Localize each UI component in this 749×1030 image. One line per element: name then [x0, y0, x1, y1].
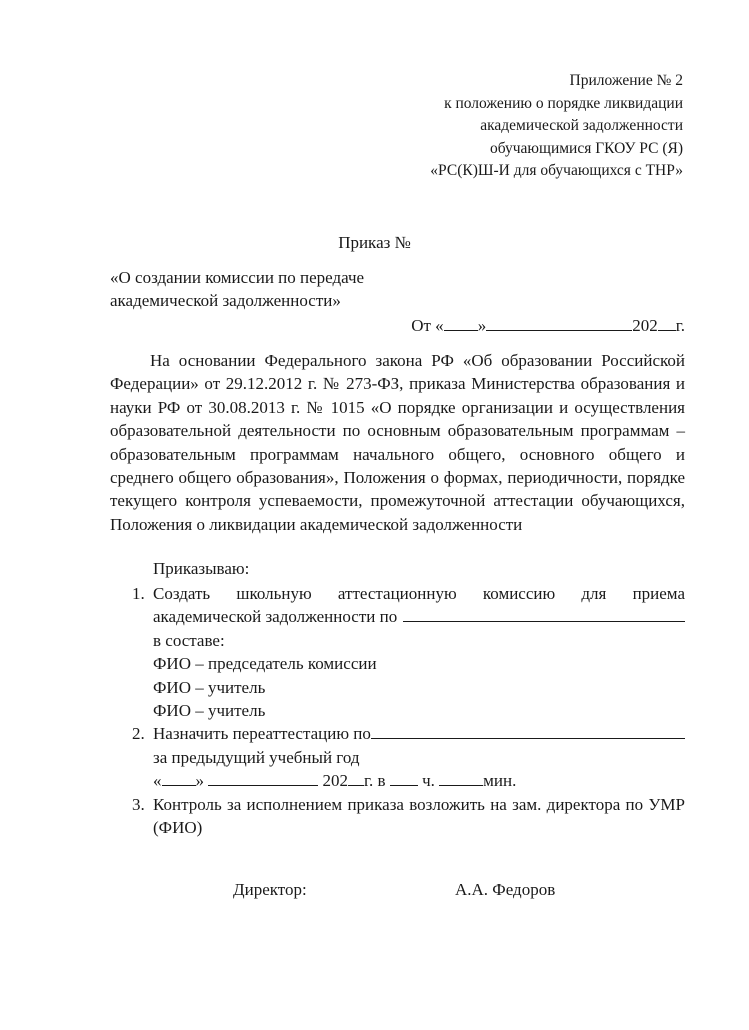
commission-member-2: ФИО – учитель [153, 677, 266, 697]
subject-line-1: «О создании комиссии по передаче [110, 268, 365, 287]
day-blank [162, 769, 196, 786]
commission-member-1: ФИО – председатель комиссии [153, 654, 377, 674]
year-suffix: г. в [364, 771, 386, 791]
order-basis-paragraph: На основании Федерального закона РФ «Об образовании Российской Федерации» от 29.12.2012 г. № 273-ФЗ, приказа Министерства образования и науки РФ от 30.08.2013 г. № 1015 «О порядке организации и осуществления образовательной деятельности по основным образовательным программам – образовательным программам начального общего, основного общего и среднего общего образования», Положения о формах, периодичности, порядке текущего контроля успеваемости, промежуточной аттестации обучающихся, Положения о ликвидации академической задолженности [110, 351, 685, 534]
year-blank [348, 769, 364, 786]
order-title: Приказ № [338, 233, 411, 252]
item-2-line-3 [153, 769, 685, 792]
appendix-line-2: к положению о порядке ликвидации [444, 94, 683, 112]
commission-member-3: ФИО – учитель [153, 701, 266, 721]
item-1-line-2 [153, 605, 685, 628]
subject-line-2: академической задолженности» [110, 291, 341, 310]
item-2-label: Назначить переаттестацию по [153, 724, 371, 744]
quote-open: « [153, 771, 162, 791]
item-1-subject-label: академической задолженности по [153, 607, 398, 627]
signature-name: А.А. Федоров [455, 880, 556, 899]
item-number: 2. [132, 724, 145, 744]
hour-blank [390, 769, 418, 786]
hour-label: ч. [422, 771, 435, 791]
subject-blank [403, 605, 685, 622]
order-subject [110, 266, 364, 312]
order-items-list [110, 582, 685, 839]
date-prefix: От « [411, 316, 444, 335]
minute-label: мин. [483, 771, 517, 791]
item-2-line-2: за предыдущий учебный год [153, 747, 360, 767]
date-year-blank [658, 314, 676, 331]
order-word: Приказываю: [153, 559, 250, 578]
item-2-line-1 [153, 722, 685, 745]
item-number: 1. [132, 584, 145, 603]
order-item-3 [110, 793, 685, 840]
appendix-header [430, 70, 683, 183]
appendix-line-3: академической задолженности [480, 117, 683, 134]
item-1-line-1: Создать школьную аттестационную комиссию для приема [153, 584, 685, 603]
date-mid: » [477, 316, 487, 335]
date-day-blank [444, 314, 478, 331]
date-year: 202 [632, 316, 658, 335]
reattestation-subject-blank [371, 722, 685, 739]
item-3-text: Контроль за исполнением приказа возложить на зам. директора по УМР (ФИО) [153, 794, 685, 838]
appendix-line-5: «РС(К)Ш-И для обучающихся с ТНР» [430, 162, 683, 179]
item-1-line-3: в составе: [153, 630, 225, 650]
date-suffix: г. [675, 316, 685, 335]
signature-role: Директор: [233, 880, 307, 899]
quote-close: » [195, 771, 204, 791]
appendix-line-1: Приложение № 2 [569, 72, 683, 89]
year-prefix: 202 [322, 771, 348, 791]
order-date-line [411, 314, 685, 336]
order-item-1 [110, 582, 685, 722]
order-item-2 [110, 722, 685, 792]
item-number: 3. [132, 794, 145, 814]
date-month-blank [486, 314, 632, 331]
appendix-line-4: обучающимися ГКОУ РС (Я) [489, 139, 683, 157]
month-blank [208, 769, 318, 786]
minute-blank [439, 769, 483, 786]
